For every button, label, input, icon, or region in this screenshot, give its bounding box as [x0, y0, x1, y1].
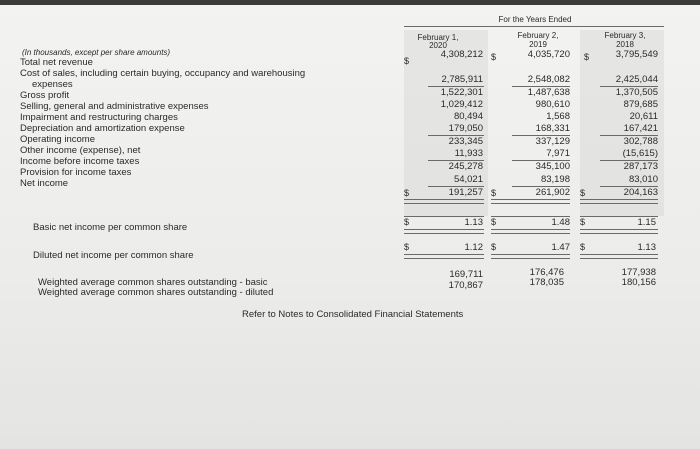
value-depreciation-2020: 179,050: [448, 123, 483, 134]
col-2019-header-line2: 2019: [529, 40, 547, 49]
row-label-income-before-taxes: Income before income taxes: [20, 156, 140, 167]
value-provision-2018: 83,010: [628, 174, 658, 185]
value-shares-basic-2020: 169,711: [449, 269, 483, 280]
currency-symbol: $: [580, 242, 586, 252]
value-impairment-2019: 1,568: [546, 111, 570, 122]
row-label-sga: Selling, general and administrative expenses: [20, 101, 209, 112]
value-diluted-eps-2020: 1.12: [464, 242, 483, 253]
total-double-rule: [404, 199, 484, 204]
total-double-rule: [404, 229, 484, 234]
currency-symbol: $: [584, 52, 590, 62]
row-label-cost-of-sales: Cost of sales, including certain buying, occupancy and warehousing: [20, 68, 306, 79]
value-basic-eps-2018: 1.15: [637, 217, 656, 228]
top-border: [0, 0, 700, 5]
value-sga-2020: 1,029,412: [440, 99, 483, 110]
row-label-shares-basic: Weighted average common shares outstanding - basic: [38, 277, 268, 288]
value-provision-2019: 83,198: [540, 174, 570, 185]
value-shares-diluted-2019: 178,035: [529, 277, 564, 288]
value-revenue-2018: 3,795,549: [615, 49, 658, 60]
currency-symbol: $: [404, 242, 410, 252]
total-double-rule: [491, 199, 570, 204]
value-basic-eps-2020: 1.13: [464, 217, 483, 228]
value-gross-profit-2018: 1,370,505: [615, 87, 658, 98]
currency-symbol: $: [404, 56, 410, 66]
col-2018-header-line1: February 3,: [604, 31, 646, 40]
value-cost-of-sales-2020: 2,785,911: [441, 74, 483, 85]
value-diluted-eps-2019: 1.47: [551, 242, 570, 253]
value-net-income-2018: 204,163: [623, 187, 658, 198]
total-double-rule: [580, 254, 658, 259]
currency-symbol: $: [491, 242, 497, 252]
value-gross-profit-2019: 1,487,638: [527, 87, 570, 98]
row-label-depreciation: Depreciation and amortization expense: [20, 123, 185, 134]
value-diluted-eps-2018: 1.13: [637, 242, 656, 253]
total-double-rule: [404, 254, 484, 259]
row-label-total-net-revenue: Total net revenue: [20, 57, 93, 68]
total-double-rule: [491, 229, 570, 234]
value-income-before-taxes-2018: 287,173: [623, 161, 658, 172]
col-2018-header-line2: 2018: [616, 40, 634, 49]
row-label-gross-profit: Gross profit: [20, 90, 70, 101]
currency-symbol: $: [580, 217, 586, 227]
col-2020-header-line2: 2020: [429, 41, 447, 50]
currency-symbol: $: [491, 188, 497, 198]
value-revenue-2020: 4,308,212: [440, 49, 483, 60]
row-label-provision: Provision for income taxes: [20, 167, 132, 178]
value-income-before-taxes-2019: 345,100: [535, 161, 570, 172]
value-operating-income-2020: 233,345: [448, 136, 483, 147]
value-operating-income-2019: 337,129: [535, 136, 570, 147]
col-2020-header-line1: February 1,: [417, 33, 459, 42]
value-sga-2018: 879,685: [623, 99, 658, 110]
value-revenue-2019: 4,035,720: [527, 49, 570, 60]
total-double-rule: [580, 199, 658, 204]
row-label-cost-of-sales-cont: expenses: [32, 79, 73, 90]
value-net-income-2019: 261,902: [535, 187, 570, 198]
row-label-other-income: Other income (expense), net: [20, 145, 141, 156]
value-shares-diluted-2020: 170,867: [448, 280, 483, 291]
value-other-income-2020: 11,933: [454, 148, 483, 159]
value-shares-basic-2018: 177,938: [621, 267, 656, 278]
value-basic-eps-2019: 1.48: [551, 217, 570, 228]
currency-symbol: $: [404, 188, 410, 198]
units-note: (In thousands, except per share amounts): [22, 48, 171, 57]
value-income-before-taxes-2020: 245,278: [448, 161, 483, 172]
total-double-rule: [491, 254, 570, 259]
currency-symbol: $: [404, 217, 410, 227]
value-other-income-2019: 7,971: [546, 148, 570, 159]
value-cost-of-sales-2018: 2,425,044: [615, 74, 658, 85]
footer-note: Refer to Notes to Consolidated Financial Statements: [242, 309, 464, 320]
total-double-rule: [580, 229, 658, 234]
value-gross-profit-2020: 1,522,301: [440, 87, 483, 98]
row-label-shares-diluted: Weighted average common shares outstanding - diluted: [38, 287, 274, 298]
value-impairment-2018: 20,611: [629, 111, 658, 122]
row-label-net-income: Net income: [20, 178, 69, 189]
value-cost-of-sales-2019: 2,548,082: [527, 74, 570, 85]
value-shares-diluted-2018: 180,156: [621, 277, 656, 288]
value-net-income-2020: 191,257: [448, 187, 483, 198]
years-ended-label: For the Years Ended: [498, 15, 572, 24]
row-label-diluted-eps: Diluted net income per common share: [33, 250, 194, 261]
value-provision-2020: 54,021: [453, 174, 483, 185]
currency-symbol: $: [491, 52, 497, 62]
currency-symbol: $: [580, 188, 586, 198]
header-rule: [404, 26, 664, 27]
value-depreciation-2019: 168,331: [535, 123, 570, 134]
currency-symbol: $: [491, 217, 497, 227]
col-2019-header-line1: February 2,: [517, 31, 559, 40]
value-operating-income-2018: 302,788: [623, 136, 658, 147]
row-label-basic-eps: Basic net income per common share: [33, 222, 188, 233]
value-shares-basic-2019: 176,476: [529, 267, 564, 278]
value-depreciation-2018: 167,421: [623, 123, 658, 134]
value-sga-2019: 980,610: [535, 99, 570, 110]
value-other-income-2018: (15,615): [622, 148, 658, 159]
value-impairment-2020: 80,494: [453, 111, 483, 122]
row-label-impairment: Impairment and restructuring charges: [20, 112, 178, 123]
row-label-operating-income: Operating income: [20, 134, 95, 145]
